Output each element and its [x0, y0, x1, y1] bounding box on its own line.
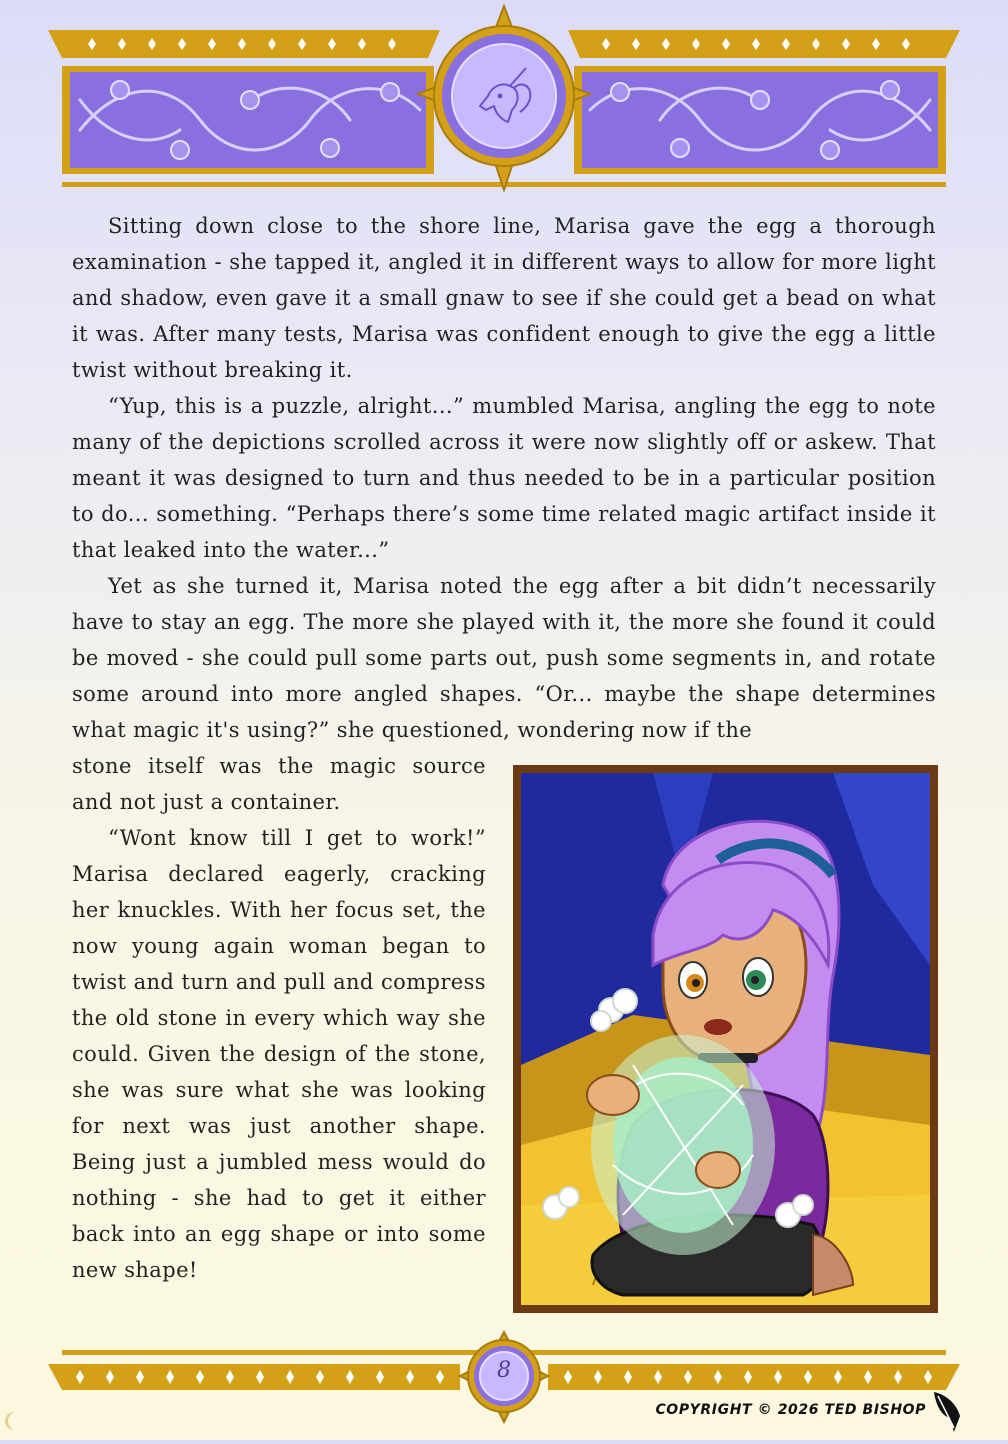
story-paragraph: “Yup, this is a puzzle, alright...” mumbled Marisa, angling the egg to note many of the depictions scrolled across it were now slightly off or askew. That meant it was designed to turn and thus needed to be in a particular position to do... something. “Perhaps there’s some time related magic artifact inside it that leaked into the water...” — [72, 394, 936, 562]
quill-icon — [930, 1388, 964, 1434]
story-illustration — [513, 765, 938, 1313]
story-text-side — [72, 748, 486, 1288]
story-text-top — [72, 208, 936, 748]
story-paragraph: Sitting down close to the shore line, Marisa gave the egg a thorough examination - she tapped it, angled it in different ways to allow for more light and shadow, even gave it a small gnaw to see if she could get a bead on what it was. After many tests, Marisa was confident enough to give the egg a little twist without breaking it. — [72, 214, 936, 382]
unicorn-head-icon — [474, 64, 536, 130]
header-ornament — [0, 0, 1008, 200]
footer-ornament-art — [0, 1328, 1008, 1440]
footer-ornament — [0, 1328, 1008, 1440]
illustration-art — [513, 765, 938, 1313]
story-paragraph-continued: stone itself was the magic source and not just a container. — [72, 754, 486, 814]
copyright-notice: COPYRIGHT © 2026 TED BISHOP — [655, 1402, 926, 1418]
page-number: 8 — [497, 1358, 511, 1383]
story-paragraph: Yet as she turned it, Marisa noted the egg after a bit didn’t necessarily have to stay an egg. The more she played with it, the more she found it could be moved - she could pull some parts out, push some segments in, and rotate some around into more angled shapes. “Or... maybe the shape determines what magic it's using?” she questioned, wondering now if the — [72, 574, 936, 742]
story-paragraph: “Wont know till I get to work!” Marisa declared eagerly, cracking her knuckles. With her focus set, the now young again woman began to twist and turn and pull and compress the old stone in every which way she could. Given the design of the stone, she was sure what she was looking for next was just another shape. Being just a jumbled mess would do nothing - she had to get it either back into an egg shape or into some new shape! — [72, 826, 486, 1282]
crescent-moon-icon — [4, 1410, 20, 1432]
